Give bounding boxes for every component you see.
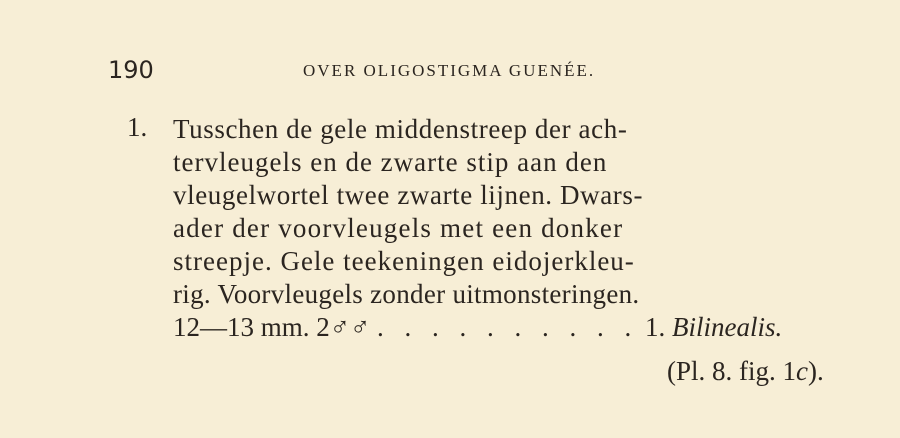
male-symbol: ♂♂: [329, 312, 371, 342]
running-head: OVER OLIGOSTIGMA GUENÉE.: [303, 61, 596, 80]
plate-ref-letter: c: [796, 356, 808, 386]
size-range: 12—13 mm.: [173, 312, 310, 342]
entry-line: rig. Voorvleugels zonder uitmonsteringen.: [173, 279, 640, 309]
page-number: 190: [108, 56, 154, 84]
entry-number: 1.: [127, 112, 148, 142]
entry-line: Tusschen de gele middenstreep der ach-: [173, 114, 628, 144]
specimen-count: 2: [316, 312, 330, 342]
leader-dots: . . . . . . . . . .: [377, 312, 639, 342]
species-name: Bilinealis.: [672, 312, 783, 342]
entry-line: streepje. Gele teekeningen eidojerkleu-: [173, 246, 635, 276]
entry-line: vleugelwortel twee zwarte lijnen. Dwars-: [173, 180, 644, 210]
species-number: 1.: [645, 312, 666, 342]
plate-reference: [667, 354, 824, 388]
entry-result-line: [173, 310, 782, 344]
plate-ref-suffix: ).: [808, 356, 824, 386]
plate-ref-prefix: (Pl. 8. fig. 1: [667, 356, 797, 386]
entry-line: ader der voorvleugels met een donker: [173, 213, 624, 243]
page-header: [108, 56, 708, 90]
entry-line: tervleugels en de zwarte stip aan den: [173, 147, 608, 177]
